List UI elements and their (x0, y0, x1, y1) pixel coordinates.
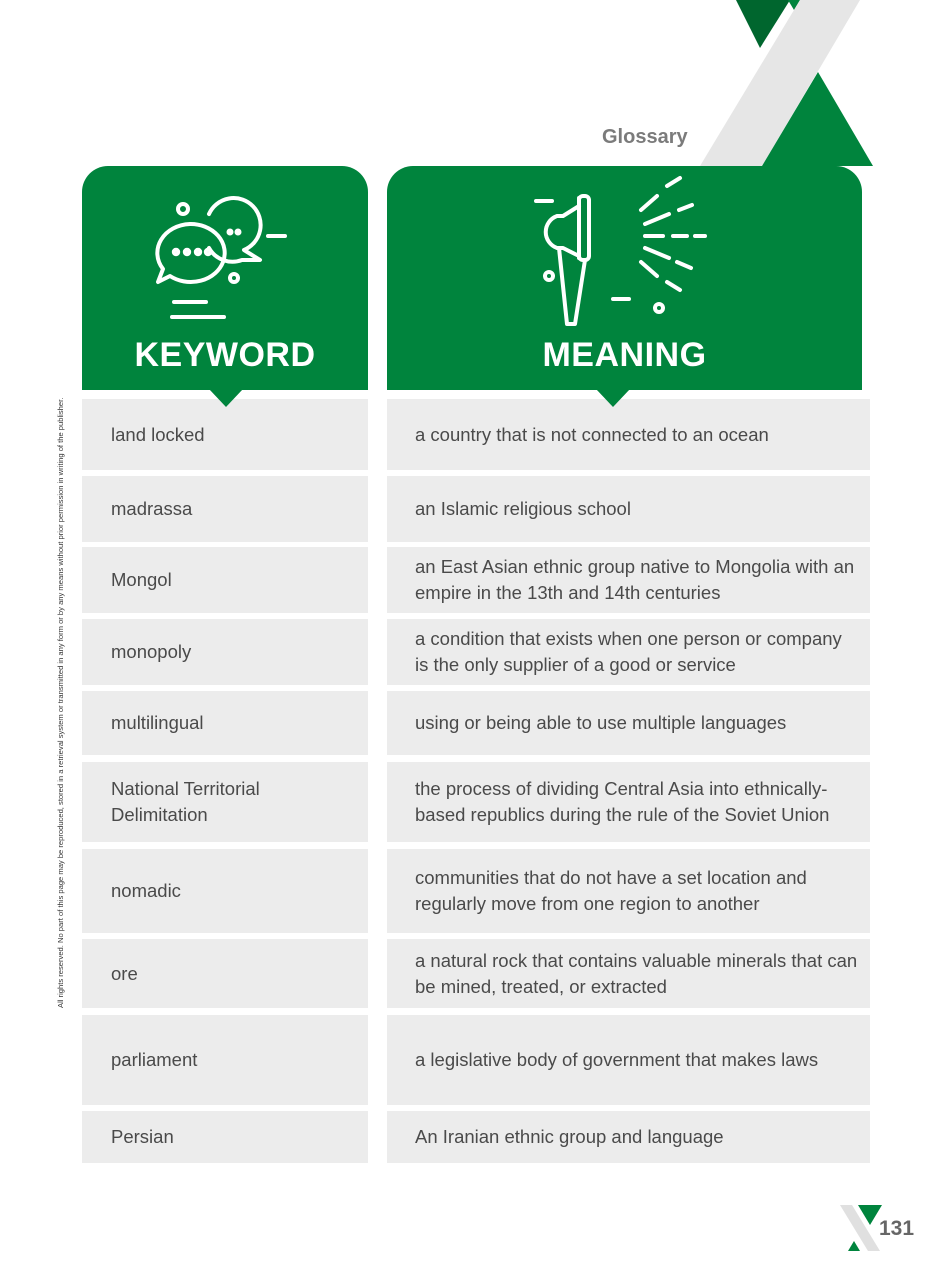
keyword-cell: multilingual (82, 691, 368, 755)
meaning-cell: a legislative body of government that makes laws (387, 1015, 870, 1105)
keyword-cell: monopoly (82, 619, 368, 685)
keyword-cell: ore (82, 939, 368, 1008)
keyword-header (82, 166, 368, 390)
megaphone-icon (387, 166, 862, 336)
meaning-cell: using or being able to use multiple languages (387, 691, 870, 755)
keyword-cell: nomadic (82, 849, 368, 933)
meaning-cell: an East Asian ethnic group native to Mongolia with an empire in the 13th and 14th centuries (387, 547, 870, 613)
keyword-header-title: KEYWORD (134, 336, 316, 374)
meaning-cell: the process of dividing Central Asia into ethnically-based republics during the rule of the Soviet Union (387, 762, 870, 842)
meaning-header-pointer (596, 389, 630, 407)
keyword-cell: Mongol (82, 547, 368, 613)
keyword-header-pointer (209, 389, 243, 407)
section-title: Glossary (602, 126, 688, 148)
keyword-cell: Persian (82, 1111, 368, 1163)
rights-notice: All rights reserved. No part of this page may be reproduced, stored in a retrieval system or transmitted in any form or by any means without prior permission in writing of the publisher. (56, 397, 65, 1008)
meaning-header-title: MEANING (542, 336, 707, 374)
meaning-cell: An Iranian ethnic group and language (387, 1111, 870, 1163)
meaning-cell: a condition that exists when one person or company is the only supplier of a good or service (387, 619, 870, 685)
chat-bubbles-icon (82, 166, 368, 336)
meaning-header (387, 166, 862, 390)
meaning-cell: an Islamic religious school (387, 476, 870, 542)
keyword-cell: madrassa (82, 476, 368, 542)
keyword-cell: land locked (82, 399, 368, 470)
keyword-cell: parliament (82, 1015, 368, 1105)
page-number: 131 (879, 1217, 915, 1240)
meaning-cell: communities that do not have a set location and regularly move from one region to another (387, 849, 870, 933)
keyword-cell: National Territorial Delimitation (82, 762, 368, 842)
meaning-cell: a country that is not connected to an ocean (387, 399, 870, 470)
meaning-cell: a natural rock that contains valuable minerals that can be mined, treated, or extracted (387, 939, 870, 1008)
